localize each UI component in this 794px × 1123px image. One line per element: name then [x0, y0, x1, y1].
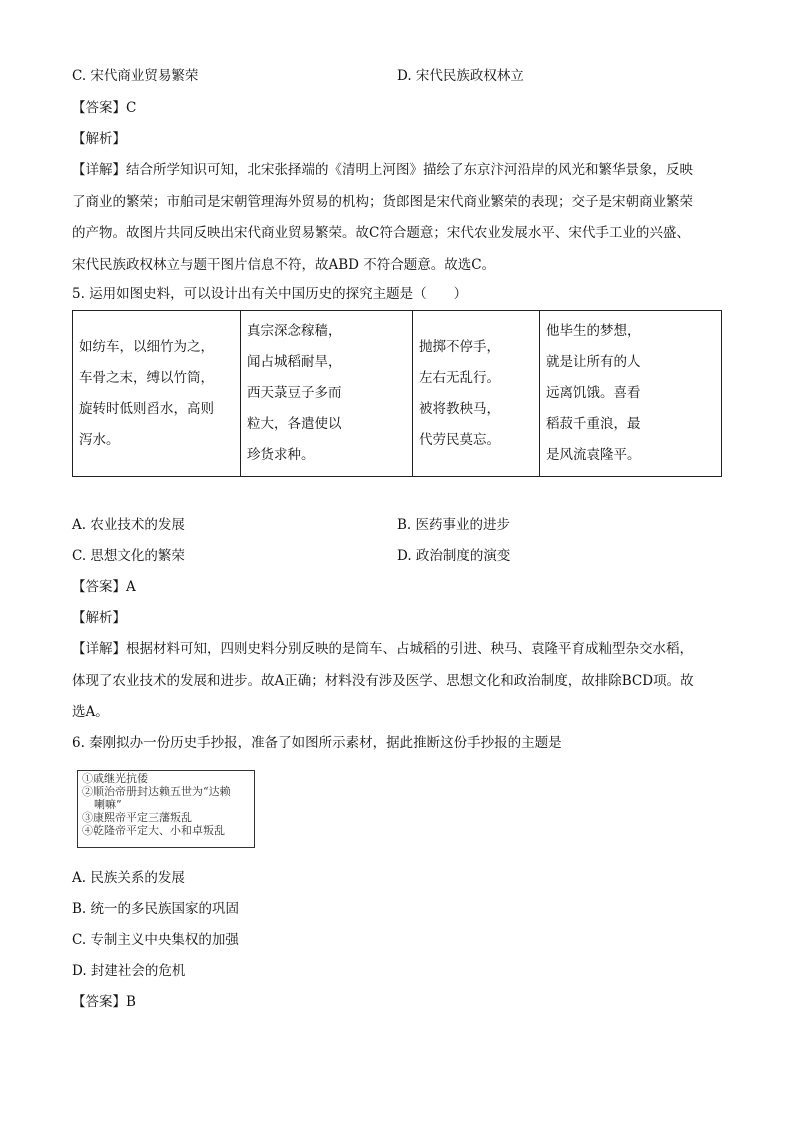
q5-detail [72, 634, 724, 729]
material-item: ①戚继光抗倭 [82, 772, 148, 785]
q5-option-c: C. 思想文化的繁荣 [72, 548, 185, 564]
cell-line: 珍货求种。 [247, 447, 315, 463]
cell-line: 被将教秧马， [419, 400, 500, 417]
q5-material-table [72, 310, 722, 477]
cell-line: 稻菽千重浪，最 [546, 416, 641, 432]
q4-option-d: D. 宋代民族政权林立 [397, 68, 524, 84]
answer-label: 【答案】 [72, 100, 126, 116]
q5-answer [72, 577, 136, 597]
material-item: ③康熙帝平定三藩叛乱 [82, 811, 192, 824]
material-item: ②顺治帝册封达赖五世为“达赖 [82, 785, 231, 798]
cell-line: 抛掷不停手， [419, 338, 500, 355]
material-cell-waterwheel [73, 311, 241, 477]
q4-answer [72, 98, 136, 118]
q6-option-b: B. 统一的多民族国家的巩固 [72, 901, 240, 917]
q5-stem: 5. 运用如图史料，可以设计出有关中国历史的探究主题是（ ） [72, 286, 468, 302]
material-item: 喇嘛” [94, 798, 122, 811]
detail-line: 宋代民族政权林立与题干图片信息不符，故ABD 不符合题意。故选C。 [72, 256, 496, 273]
answer-label: 【答案】 [72, 994, 126, 1010]
q4-option-c: C. 宋代商业贸易繁荣 [72, 68, 199, 84]
answer-label: 【答案】 [72, 579, 126, 595]
q6-option-a: A. 民族关系的发展 [72, 870, 185, 886]
detail-line: 了商业的繁荣；市舶司是宋朝管理海外贸易的机构；货郎图是宋代商业繁荣的表现；交子是宋朝商业繁荣 [72, 193, 693, 210]
cell-line: 粒大，各遣使以 [247, 416, 342, 432]
material-cell-champa-rice [241, 311, 413, 477]
q5-option-a: A. 农业技术的发展 [72, 517, 185, 533]
detail-line: 根据材料可知，四则史料分别反映的是筒车、占城稻的引进、秧马、袁隆平育成籼型杂交水稻， [126, 641, 693, 657]
q6-answer [72, 992, 136, 1012]
answer-value: A [126, 579, 136, 595]
q6-option-c: C. 专制主义中央集权的加强 [72, 932, 239, 948]
detail-line: 体现了农业技术的发展和进步。故A正确；材料没有涉及医学、思想文化和政治制度，故排除BCD项。故 [72, 672, 694, 689]
q4-analysis-label: 【解析】 [72, 131, 126, 147]
cell-line: 泻水。 [79, 431, 120, 448]
q5-option-b: B. 医药事业的进步 [397, 517, 511, 533]
answer-value: C [126, 100, 137, 116]
cell-line: 旋转时低则舀水，高则 [79, 400, 214, 417]
cell-line: 真宗深念稼穑， [247, 323, 342, 339]
cell-line: 他毕生的梦想， [546, 323, 641, 339]
q6-stem: 6. 秦刚拟办一份历史手抄报，准备了如图所示素材，据此推断这份手抄报的主题是 [72, 735, 562, 751]
q5-analysis-label: 【解析】 [72, 610, 126, 626]
cell-line: 闻占城稻耐旱， [247, 354, 342, 370]
cell-line: 如纺车，以细竹为之， [79, 338, 214, 355]
material-cell-rice-transplanter [413, 311, 540, 477]
detail-line: 的产物。故图片共同反映出宋代商业贸易繁荣。故C符合题意；宋代农业发展水平、宋代手工业的兴盛、 [72, 225, 690, 241]
cell-line: 车骨之末，缚以竹筒， [79, 369, 214, 386]
q5-option-d: D. 政治制度的演变 [397, 548, 511, 564]
cell-line: 左右无乱行。 [419, 369, 500, 386]
cell-line: 是风流袁隆平。 [546, 447, 641, 463]
q6-material-box [77, 770, 255, 848]
cell-line: 就是让所有的人 [546, 354, 641, 370]
detail-line: 结合所学知识可知，北宋张择端的《清明上河图》描绘了东京汴河沿岸的风光和繁华景象，反映 [126, 162, 693, 178]
cell-line: 远离饥饿。喜看 [546, 385, 641, 401]
detail-label: 【详解】 [72, 162, 126, 178]
detail-label: 【详解】 [72, 641, 126, 657]
cell-line: 代劳民莫忘。 [419, 431, 500, 448]
q6-option-d: D. 封建社会的危机 [72, 963, 186, 979]
answer-value: B [126, 994, 136, 1010]
detail-line: 选A。 [72, 704, 109, 720]
material-cell-yuan-longping [540, 311, 722, 477]
cell-line: 西天菉豆子多而 [247, 385, 342, 401]
material-item: ④乾隆帝平定大、小和卓叛乱 [82, 824, 225, 837]
q4-detail [72, 155, 724, 281]
